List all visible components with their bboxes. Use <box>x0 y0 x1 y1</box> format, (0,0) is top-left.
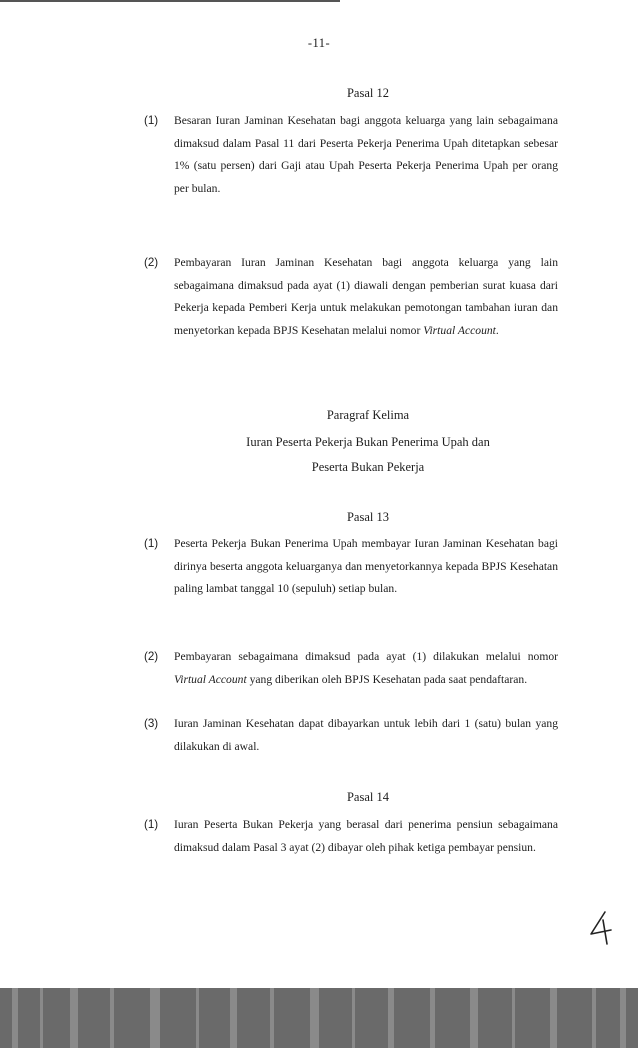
paragraph-number: (1) <box>144 114 159 127</box>
virtual-account-term: Virtual Account <box>423 323 496 337</box>
pasal-12-heading: Pasal 12 <box>346 86 389 100</box>
paragraph-text: Iuran Jaminan Kesehatan dapat dibayarkan untuk lebih dari 1 (satu) bulan yang dilakukan di awal. <box>174 717 558 753</box>
pasal-13-paragraph-2 <box>144 646 558 691</box>
handwritten-initial-mark <box>587 910 615 946</box>
pasal-12-paragraph-2 <box>144 252 558 342</box>
paragraph-text-end: . <box>495 323 499 337</box>
paragraf-kelima-subheading-line-2: Peserta Bukan Pekerja <box>311 460 425 474</box>
top-rule <box>0 0 340 2</box>
pasal-13-paragraph-3 <box>144 713 558 758</box>
paragraph-number: (2) <box>144 650 159 663</box>
paragraph-number: (1) <box>144 818 159 831</box>
scan-footer-band <box>0 988 638 1048</box>
paragraph-number: (1) <box>144 537 159 550</box>
paragraph-number: (2) <box>144 256 159 269</box>
pasal-14-heading: Pasal 14 <box>346 790 389 804</box>
virtual-account-term: Virtual Account <box>174 672 247 686</box>
paragraf-kelima-heading: Paragraf Kelima <box>326 408 410 422</box>
paragraph-text <box>174 252 558 342</box>
paragraph-number: (3) <box>144 717 159 730</box>
pasal-13-heading: Pasal 13 <box>346 510 389 524</box>
paragraph-text-main: Pembayaran Iuran Jaminan Kesehatan bagi anggota keluarga yang lain sebagaimana dimaksud pada ayat (1) diawali dengan pemberian surat kuasa dari Pekerja kepada Pemberi Kerja untuk melakukan pemotongan tambahan iuran dan menyetorkan kepada BPJS Kesehatan melalui nomor <box>174 256 558 337</box>
pasal-13-paragraph-1 <box>144 533 558 601</box>
paragraph-text: Iuran Peserta Bukan Pekerja yang berasal dari penerima pensiun sebagaimana dimaksud dalam Pasal 3 ayat (2) dibayar oleh pihak ketiga pembayar pensiun. <box>174 818 558 854</box>
pasal-14-paragraph-1 <box>144 814 558 859</box>
page-number: -11- <box>307 36 331 50</box>
paragraph-text <box>174 646 558 691</box>
paragraph-text: Peserta Pekerja Bukan Penerima Upah membayar Iuran Jaminan Kesehatan bagi dirinya beserta anggota keluarganya dan menyetorkannya kepada BPJS Kesehatan paling lambat tanggal 10 (sepuluh) setiap bulan. <box>174 537 558 596</box>
paragraf-kelima-subheading-line-1: Iuran Peserta Pekerja Bukan Penerima Upah dan <box>246 435 490 449</box>
pasal-12-paragraph-1 <box>144 110 558 200</box>
paragraph-text-before: Pembayaran sebagaimana dimaksud pada ayat (1) dilakukan melalui nomor <box>174 650 558 663</box>
paragraph-text: Besaran Iuran Jaminan Kesehatan bagi anggota keluarga yang lain sebagaimana dimaksud dalam Pasal 11 dari Peserta Pekerja Penerima Upah ditetapkan sebesar 1% (satu persen) dari Gaji atau Upah Peserta Pekerja Penerima Upah per orang per bulan. <box>174 114 558 195</box>
paragraph-text-after: yang diberikan oleh BPJS Kesehatan pada saat pendaftaran. <box>249 672 528 686</box>
